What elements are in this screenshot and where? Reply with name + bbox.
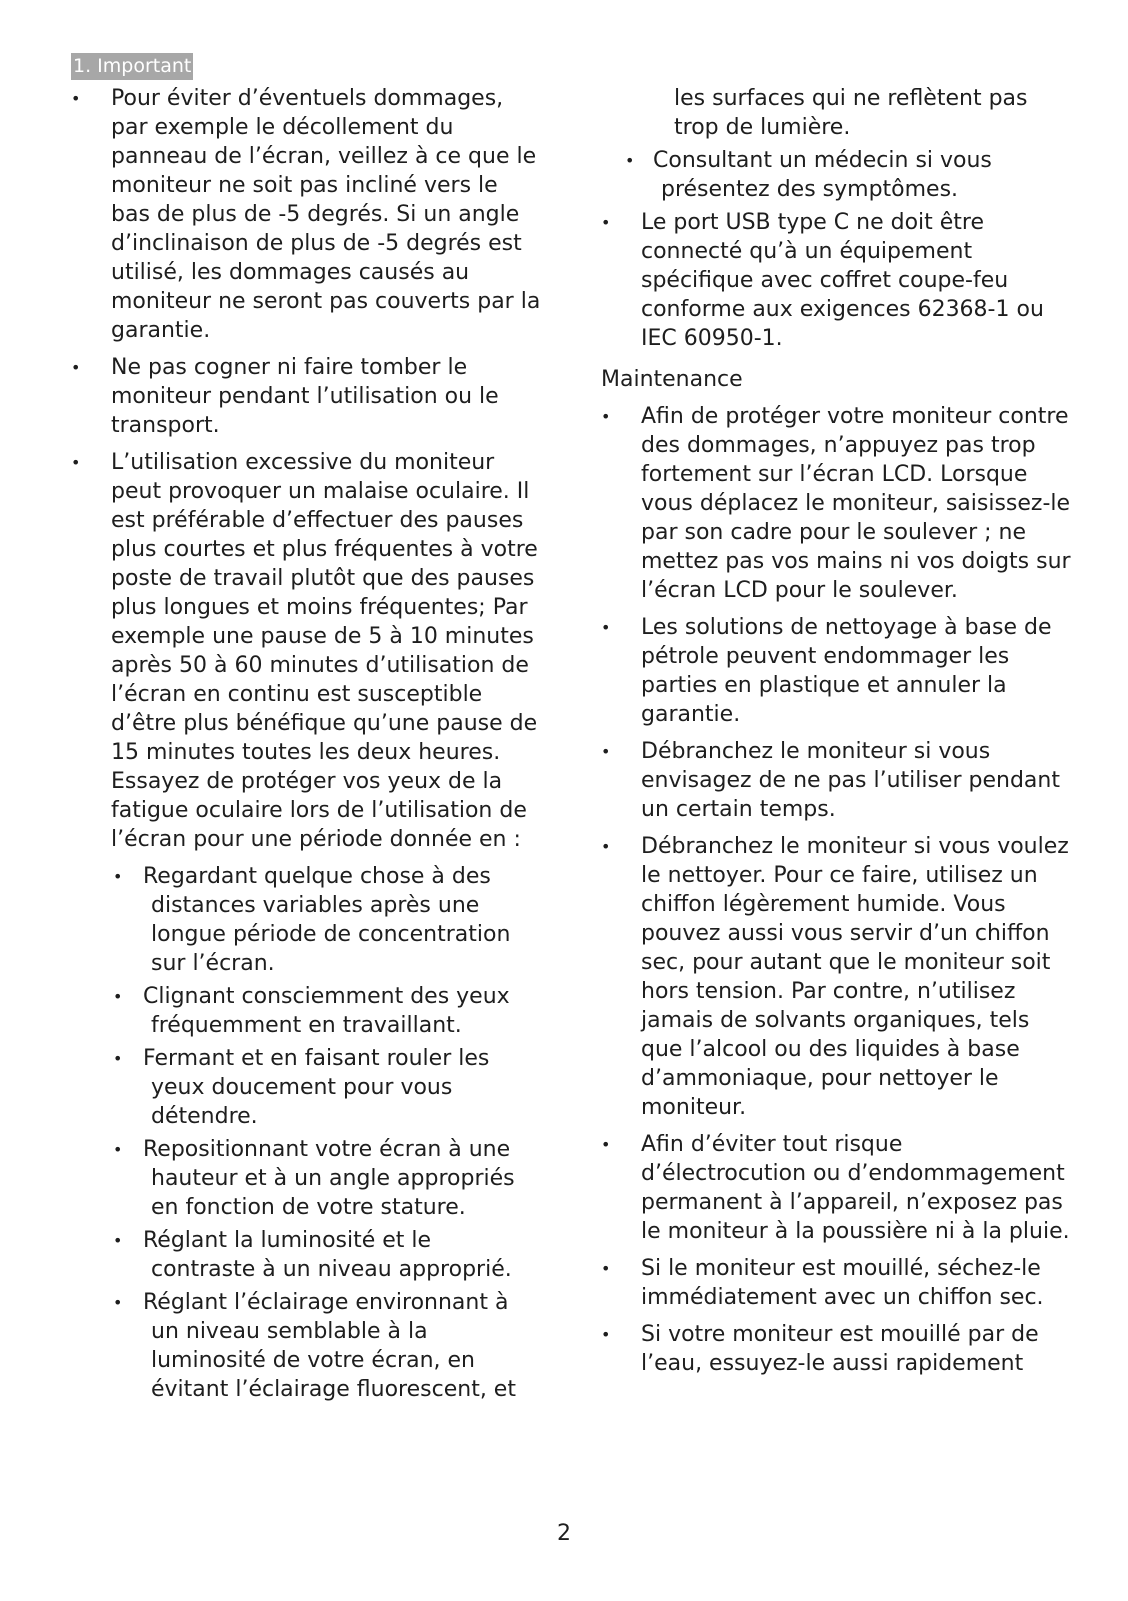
sub-list-item: • Réglant la luminosité et le contraste à un niveau approprié. [111, 1226, 541, 1284]
sub-bullet-list [601, 146, 1071, 204]
list-item: • Débranchez le moniteur si vous envisagez de ne pas l’utiliser pendant un certain temps. [601, 737, 1071, 824]
sub-list-item: • Réglant l’éclairage environnant à un niveau semblable à la luminosité de votre écran, en évitant l’éclairage fluorescent, et [111, 1288, 541, 1404]
sub-bullet-list [111, 862, 541, 1404]
sub-list-item: • Clignant consciemment des yeux fréquemment en travaillant. [111, 982, 541, 1040]
sub-list-item: • Regardant quelque chose à des distances variables après une longue période de concentration sur l’écran. [111, 862, 541, 978]
sub-list-item: • Fermant et en faisant rouler les yeux doucement pour vous détendre. [111, 1044, 541, 1131]
bullet-list [601, 208, 1071, 353]
list-item [71, 448, 541, 1404]
list-item: • Si votre moniteur est mouillé par de l’eau, essuyez-le aussi rapidement [601, 1320, 1071, 1378]
right-column [601, 84, 1071, 1386]
list-item: • Afin de protéger votre moniteur contre des dommages, n’appuyez pas trop fortement sur l’écran LCD. Lorsque vous déplacez le moniteur, saisissez-le par son cadre pour le soulever ; ne mettez pas vos mains ni vos doigts sur l’écran LCD pour le soulever. [601, 402, 1071, 605]
list-item-text: L’utilisation excessive du moniteur peut provoquer un malaise oculaire. Il est préférable d’effectuer des pauses plus courtes et plus fréquentes à votre poste de travail plutôt que des pauses plus longues et moins fréquentes; Par exemple une pause de 5 à 10 minutes après 50 à 60 minutes d’utilisation de l’écran en continu est susceptible d’être plus bénéfique qu’une pause de 15 minutes toutes les deux heures. Essayez de protéger vos yeux de la fatigue oculaire lors de l’utilisation de l’écran pour une période donnée en : [111, 450, 538, 852]
maintenance-list [601, 402, 1071, 1378]
sub-list-item: • Consultant un médecin si vous présentez des symptômes. [601, 146, 1071, 204]
list-item: • Pour éviter d’éventuels dommages, par exemple le décollement du panneau de l’écran, veillez à ce que le moniteur ne soit pas incliné vers le bas de plus de -5 degrés. Si un angle d’inclinaison de plus de -5 degrés est utilisé, les dommages causés au moniteur ne seront pas couverts par la garantie. [71, 84, 541, 345]
bullet-list [71, 84, 541, 1404]
maintenance-heading: Maintenance [601, 367, 743, 392]
list-item: • Si le moniteur est mouillé, séchez-le immédiatement avec un chiffon sec. [601, 1254, 1071, 1312]
continued-text: les surfaces qui ne reflètent pas trop de lumière. [674, 86, 1028, 140]
list-item: • Afin d’éviter tout risque d’électrocution ou d’endommagement permanent à l’appareil, n’exposez pas le moniteur à la poussière ni à la pluie. [601, 1130, 1071, 1246]
list-item: • Le port USB type C ne doit être connecté qu’à un équipement spécifique avec coffret coupe-feu conforme aux exigences 62368-1 ou IEC 60950-1. [601, 208, 1071, 353]
list-item: • Débranchez le moniteur si vous voulez le nettoyer. Pour ce faire, utilisez un chiffon légèrement humide. Vous pouvez aussi vous servir d’un chiffon sec, pour autant que le moniteur soit hors tension. Par contre, n’utilisez jamais de solvants organiques, tels que l’alcool ou des liquides à base d’ammoniaque, pour nettoyer le moniteur. [601, 832, 1071, 1122]
sub-list-item: • Repositionnant votre écran à une hauteur et à un angle appropriés en fonction de votre stature. [111, 1135, 541, 1222]
left-column [71, 84, 541, 1412]
list-item: • Les solutions de nettoyage à base de pétrole peuvent endommager les parties en plastique et annuler la garantie. [601, 613, 1071, 729]
list-item: • Ne pas cogner ni faire tomber le moniteur pendant l’utilisation ou le transport. [71, 353, 541, 440]
page-number: 2 [557, 1521, 571, 1546]
section-label: 1. Important [71, 53, 193, 80]
